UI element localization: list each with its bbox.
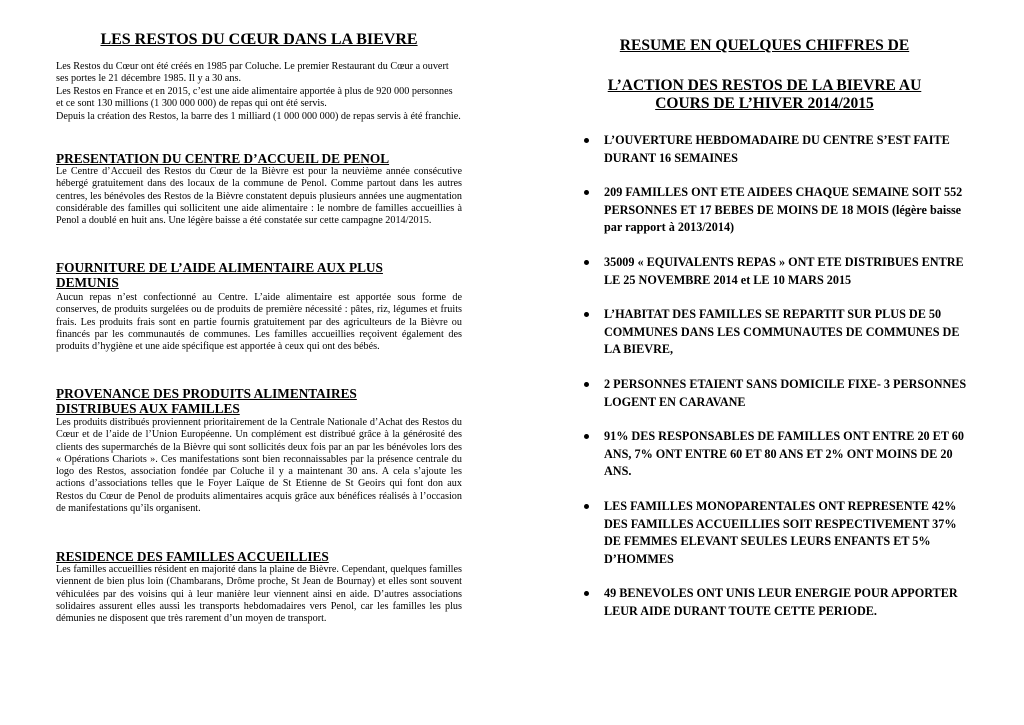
intro-text [56, 61, 462, 123]
section-body-residence: Les familles accueillies résident en majorité dans la plaine de Bièvre. Cependant, quelques familles viennent de bien plus loin (Chambarans, Drôme proche, St Jean de Bournay) et elles sont souvent véhiculées par des voisins qui à leur manière leur viennent ainsi en aide. D’autres associations solidaires assurent elles aussi les transports hebdomadaires vers Penol, car les familles les plus démunies ne disposent que très rarement d’un moyen de transport. [56, 564, 462, 625]
page-title: LES RESTOS DU CŒUR DANS LA BIEVRE [100, 31, 418, 48]
section-title-provenance: PROVENANCE DES PRODUITS ALIMENTAIRES DISTRIBUES AUX FAMILLES [56, 386, 357, 416]
intro-paragraph: Les Restos en France et en 2015, c’est une aide alimentaire apportée à plus de 920 000 personnes et ce sont 130 millions (1 300 000 000) de repas qui ont été servis. [56, 85, 453, 110]
bullet-icon [584, 504, 589, 509]
intro-paragraph: Les Restos du Cœur ont été créés en 1985 par Coluche. Le premier Restaurant du Cœur a ouvert ses portes le 21 décembre 1985. Il y a 30 ans. [56, 61, 449, 85]
bullet-icon [584, 434, 589, 439]
list-item [582, 184, 972, 237]
intro-paragraph: Depuis la création des Restos, la barre des 1 milliard (1 000 000 000) de repas servis à été franchie. [56, 110, 461, 122]
list-item-text: L’OUVERTURE HEBDOMADAIRE DU CENTRE S’EST FAITE DURANT 16 SEMAINES [604, 133, 950, 165]
bullet-icon [584, 312, 589, 317]
list-item-text: 209 FAMILLES ONT ETE AIDEES CHAQUE SEMAINE SOIT 552 PERSONNES ET 17 BEBES DE MOINS DE 18 MOIS (légère baisse par rapport à 2013/2014) [604, 185, 963, 235]
summary-title-line2: L’ACTION DES RESTOS DE LA BIEVRE AU COURS DE L’HIVER 2014/2015 [607, 77, 922, 112]
section-title-residence: RESIDENCE DES FAMILLES ACCUEILLIES [56, 549, 329, 564]
bullet-icon [584, 260, 589, 265]
list-item-text: L’HABITAT DES FAMILLES SE REPARTIT SUR PLUS DE 50 COMMUNES DANS LES COMMUNAUTES DE COMMUNES DE LA BIEVRE, [604, 307, 960, 357]
section-body-provenance: Les produits distribués proviennent prioritairement de la Centrale Nationale d’Achat des Restos du Cœur et de l’aide de l’Union Européenne. Un complément est distribué grâce à la générosité des clients des supermarchés de la Bièvre qui sont sollicités deux fois par an par les bénévoles lors des « Opérations Chariots ». Ces manifestations sont bien reconnaissables par la présence centrale du logo des Restos, association fondée par Coluche il y a maintenant 30 ans. A cela s’ajoute les actions d’associations telles que le Foyer Laïque de St Etienne de St Geoirs qui font don aux Restos du Cœur de Penol de produits alimentaires acquis grâce aux bénéfices réalisés à l’occasion de manifestations qu’ils organisent. [56, 417, 462, 515]
summary-list [582, 132, 972, 637]
bullet-icon [584, 591, 589, 596]
section-body-fourniture: Aucun repas n’est confectionné au Centre. L’aide alimentaire est apportée sous forme de conserves, de produits surgelées ou de produits de première nécessité : pâtes, riz, légumes et fruits frais. Les produits frais sont en partie fournis gratuitement par des agriculteurs de la Bièvre ou financés par les communautés de communes. Les familles accueillies reçoivent également des produits d’hygiène et une aide spécifique est apportée à ceux qui ont des bébés. [56, 292, 462, 353]
section-body-presentation: Le Centre d’Accueil des Restos du Cœur de la Bièvre est pour la neuvième année consécutive hébergé gratuitement dans des locaux de la commune de Penol. Comme partout dans les autres centres, les bénévoles des Restos de la Bièvre constatent depuis plusieurs années une augmentation considérable des familles qui sollicitent une aide alimentaire : le nombre de familles accueillies à Penol a doublé en huit ans. Une légère baisse a été constatée sur cette campagne 2014/2015. [56, 166, 462, 227]
summary-title-line1: RESUME EN QUELQUES CHIFFRES DE [619, 37, 910, 54]
list-item [582, 498, 972, 568]
list-item [582, 306, 972, 359]
list-item-text: 91% DES RESPONSABLES DE FAMILLES ONT ENTRE 20 ET 60 ANS, 7% ONT ENTRE 60 ET 80 ANS ET 2% ONT MOINS DE 20 ANS. [604, 429, 964, 479]
bullet-icon [584, 138, 589, 143]
section-title-fourniture: FOURNITURE DE L’AIDE ALIMENTAIRE AUX PLUS DEMUNIS [56, 260, 383, 290]
list-item-text: 2 PERSONNES ETAIENT SANS DOMICILE FIXE- 3 PERSONNES LOGENT EN CARAVANE [604, 376, 967, 409]
bullet-icon [584, 382, 589, 387]
section-title-presentation: PRESENTATION DU CENTRE D’ACCUEIL DE PENOL [56, 151, 390, 166]
list-item-text: LES FAMILLES MONOPARENTALES ONT REPRESENTE 42% DES FAMILLES ACCUEILLIES SOIT RESPECTIVEMENT 37% DE FEMMES ELEVANT SEULES LEURS ENFANTS ET 5% D’HOMMES [604, 498, 957, 566]
list-item-text: 49 BENEVOLES ONT UNIS LEUR ENERGIE POUR APPORTER LEUR AIDE DURANT TOUTE CETTE PERIODE. [604, 586, 958, 618]
list-item [582, 428, 972, 481]
list-item-text: 35009 « EQUIVALENTS REPAS » ONT ETE DISTRIBUES ENTRE LE 25 NOVEMBRE 2014 et LE 10 MARS 2015 [604, 254, 964, 287]
list-item [582, 254, 972, 289]
bullet-icon [584, 190, 589, 195]
list-item [582, 376, 972, 411]
list-item [582, 585, 972, 620]
list-item [582, 132, 972, 167]
